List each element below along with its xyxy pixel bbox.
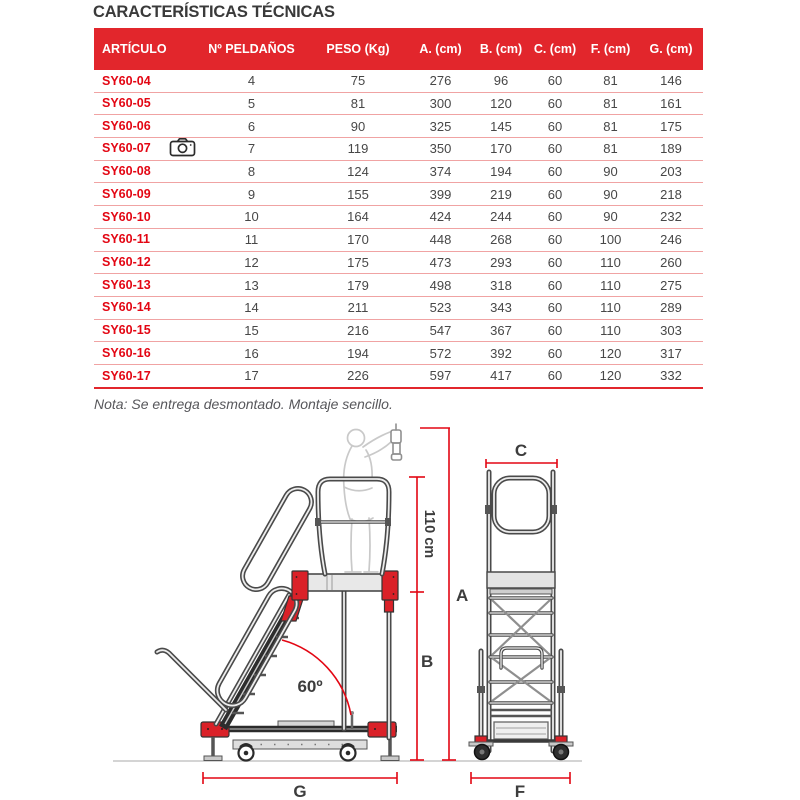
articulo-cell [94,274,194,297]
articulo-code: SY60-06 [102,118,151,133]
articulo-code: SY60-09 [102,187,151,202]
value-cell-c: 60 [528,364,582,387]
header-peldanos: Nº PELDAÑOS [194,28,309,70]
front-guardrail-loop [494,478,549,532]
value-cell-a: 572 [407,342,474,365]
value-cell-g: 289 [639,296,703,319]
value-cell-peso: 226 [309,364,407,387]
value-cell-peso: 119 [309,138,407,161]
value-cell-f: 81 [582,92,639,115]
value-cell-f: 90 [582,206,639,229]
value-cell-peldanos: 7 [194,138,309,161]
value-cell-peldanos: 8 [194,160,309,183]
value-cell-peso: 90 [309,115,407,138]
page-title: CARACTERÍSTICAS TÉCNICAS [93,3,335,21]
value-cell-c: 60 [528,251,582,274]
header-articulo: ARTÍCULO [94,28,194,70]
base-fitting-right [368,722,396,737]
value-cell-g: 203 [639,160,703,183]
value-cell-peso: 170 [309,228,407,251]
value-cell-a: 374 [407,160,474,183]
side-view-drawing [157,424,402,761]
dim-g-label: G [293,782,307,800]
value-cell-a: 448 [407,228,474,251]
articulo-cell [94,160,194,183]
articulo-code: SY60-12 [102,255,151,270]
side-wheel-right [341,744,356,761]
articulo-cell [94,296,194,319]
articulo-code: SY60-15 [102,323,151,338]
value-cell-a: 325 [407,115,474,138]
value-cell-peldanos: 4 [194,70,309,92]
value-cell-c: 60 [528,342,582,365]
dim-c-label: C [514,441,528,460]
articulo-cell [94,251,194,274]
value-cell-b: 194 [474,160,528,183]
articulo-code: SY60-13 [102,277,151,292]
articulo-cell [94,364,194,387]
value-cell-c: 60 [528,70,582,92]
value-cell-peso: 175 [309,251,407,274]
value-cell-b: 318 [474,274,528,297]
value-cell-peso: 75 [309,70,407,92]
front-view-drawing [469,472,573,760]
table-row [94,115,703,138]
value-cell-c: 60 [528,274,582,297]
value-cell-g: 175 [639,115,703,138]
value-cell-c: 60 [528,115,582,138]
articulo-cell [94,342,194,365]
value-cell-g: 161 [639,92,703,115]
value-cell-g: 189 [639,138,703,161]
articulo-cell [94,115,194,138]
value-cell-g: 332 [639,364,703,387]
value-cell-a: 547 [407,319,474,342]
dim-f-label: F [514,782,526,800]
table-row [94,183,703,206]
value-cell-g: 275 [639,274,703,297]
value-cell-b: 268 [474,228,528,251]
spec-table [94,28,703,389]
value-cell-b: 244 [474,206,528,229]
value-cell-a: 597 [407,364,474,387]
value-cell-peldanos: 11 [194,228,309,251]
value-cell-c: 60 [528,206,582,229]
value-cell-f: 110 [582,319,639,342]
value-cell-peldanos: 10 [194,206,309,229]
value-cell-a: 473 [407,251,474,274]
table-row [94,274,703,297]
articulo-cell [94,92,194,115]
table-row [94,296,703,319]
value-cell-a: 276 [407,70,474,92]
side-wheel-left [239,744,254,761]
value-cell-a: 350 [407,138,474,161]
value-cell-g: 246 [639,228,703,251]
articulo-cell [94,206,194,229]
table-body [94,70,703,388]
value-cell-c: 60 [528,183,582,206]
platform-height-label: 110 cm [421,509,438,559]
value-cell-g: 303 [639,319,703,342]
front-platform [487,572,555,588]
value-cell-f: 110 [582,251,639,274]
worker-sketch [344,424,402,572]
articulo-cell [94,183,194,206]
table-row [94,92,703,115]
value-cell-b: 293 [474,251,528,274]
dim-b-label: B [421,652,434,671]
articulo-code: SY60-08 [102,164,151,179]
value-cell-f: 81 [582,70,639,92]
header-peso: PESO (Kg) [309,28,407,70]
levelling-foot-left [204,737,222,761]
value-cell-f: 120 [582,342,639,365]
side-guardrail [318,479,389,574]
articulo-code: SY60-10 [102,209,151,224]
value-cell-c: 60 [528,228,582,251]
value-cell-peldanos: 16 [194,342,309,365]
articulo-code: SY60-17 [102,368,151,383]
table-row [94,138,703,161]
platform-fitting-left [292,571,308,600]
value-cell-b: 145 [474,115,528,138]
value-cell-b: 219 [474,183,528,206]
value-cell-peso: 164 [309,206,407,229]
value-cell-peldanos: 9 [194,183,309,206]
value-cell-b: 96 [474,70,528,92]
header-f: F. (cm) [582,28,639,70]
table-row [94,319,703,342]
value-cell-b: 120 [474,92,528,115]
value-cell-peso: 81 [309,92,407,115]
articulo-code: SY60-16 [102,345,151,360]
table-row [94,251,703,274]
value-cell-b: 367 [474,319,528,342]
value-cell-peso: 194 [309,342,407,365]
value-cell-b: 343 [474,296,528,319]
table-row [94,228,703,251]
articulo-code: SY60-11 [102,232,150,247]
value-cell-peso: 216 [309,319,407,342]
table-header [94,28,703,70]
tiller-handle [157,650,226,710]
value-cell-f: 120 [582,364,639,387]
value-cell-peldanos: 6 [194,115,309,138]
header-b: B. (cm) [474,28,528,70]
value-cell-peldanos: 5 [194,92,309,115]
value-cell-peso: 211 [309,296,407,319]
drill-sketch [391,424,402,460]
value-cell-peldanos: 17 [194,364,309,387]
table-row [94,206,703,229]
value-cell-c: 60 [528,319,582,342]
value-cell-c: 60 [528,296,582,319]
value-cell-f: 90 [582,160,639,183]
front-wheel-right [554,745,569,760]
value-cell-g: 317 [639,342,703,365]
value-cell-peldanos: 15 [194,319,309,342]
articulo-cell [94,319,194,342]
value-cell-g: 218 [639,183,703,206]
value-cell-a: 523 [407,296,474,319]
platform-fitting-right [382,571,398,600]
value-cell-b: 170 [474,138,528,161]
technical-diagram [0,418,800,800]
note-text: Nota: Se entrega desmontado. Montaje sencillo. [94,396,393,412]
value-cell-f: 90 [582,183,639,206]
dim-a-label: A [456,586,469,605]
table-row [94,342,703,365]
value-cell-g: 146 [639,70,703,92]
value-cell-a: 399 [407,183,474,206]
value-cell-f: 81 [582,138,639,161]
value-cell-a: 498 [407,274,474,297]
value-cell-peso: 155 [309,183,407,206]
value-cell-peldanos: 14 [194,296,309,319]
value-cell-b: 392 [474,342,528,365]
header-a: A. (cm) [407,28,474,70]
header-c: C. (cm) [528,28,582,70]
value-cell-f: 110 [582,274,639,297]
value-cell-c: 60 [528,138,582,161]
value-cell-peldanos: 13 [194,274,309,297]
value-cell-peso: 124 [309,160,407,183]
table-row [94,364,703,387]
value-cell-a: 300 [407,92,474,115]
value-cell-f: 81 [582,115,639,138]
value-cell-a: 424 [407,206,474,229]
value-cell-c: 60 [528,160,582,183]
table-row [94,160,703,183]
articulo-cell [94,70,194,92]
articulo-code: SY60-04 [102,73,151,88]
value-cell-peso: 179 [309,274,407,297]
value-cell-c: 60 [528,92,582,115]
value-cell-peldanos: 12 [194,251,309,274]
value-cell-f: 110 [582,296,639,319]
value-cell-g: 260 [639,251,703,274]
articulo-code: SY60-07 [102,141,151,156]
levelling-foot-right [381,737,399,761]
header-g: G. (cm) [639,28,703,70]
articulo-code: SY60-14 [102,300,151,315]
value-cell-b: 417 [474,364,528,387]
articulo-code: SY60-05 [102,96,151,111]
camera-icon[interactable] [169,137,196,157]
articulo-cell [94,138,194,161]
front-wheel-left [475,745,490,760]
table-row [94,70,703,92]
value-cell-f: 100 [582,228,639,251]
articulo-cell [94,228,194,251]
value-cell-g: 232 [639,206,703,229]
angle-label: 60º [297,677,323,696]
